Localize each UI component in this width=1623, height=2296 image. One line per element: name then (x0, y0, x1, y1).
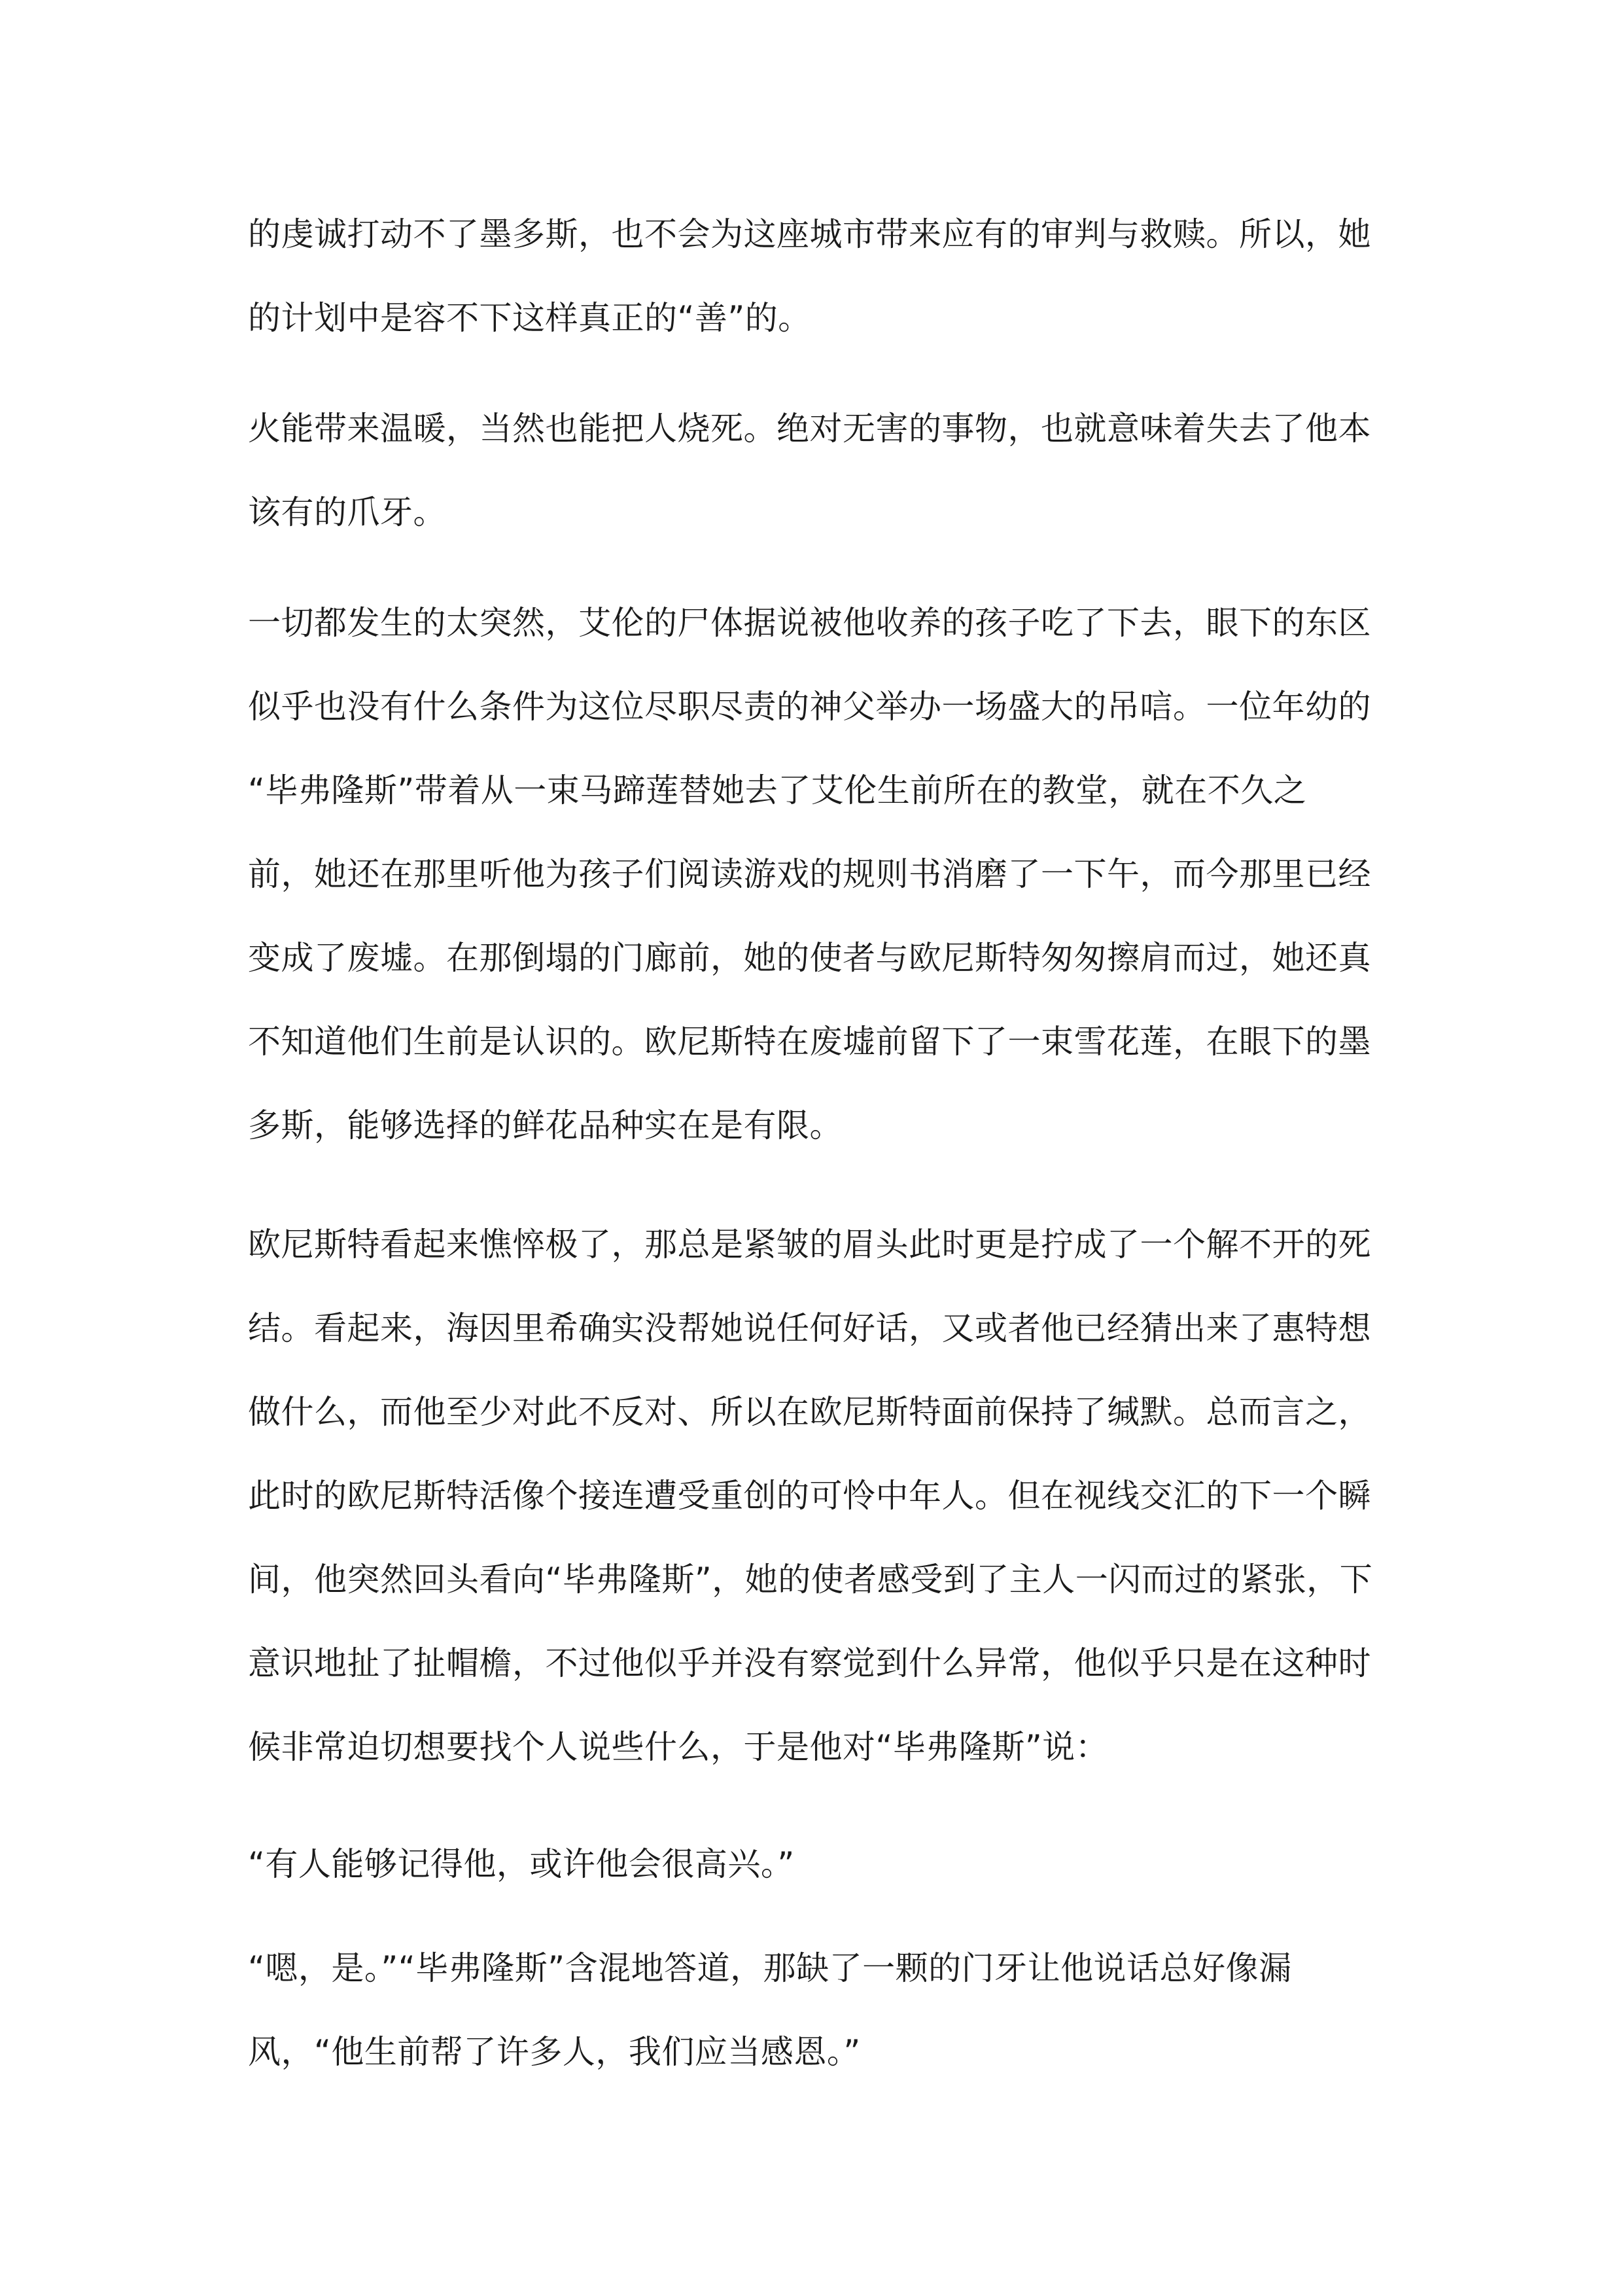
paragraph-2 (248, 408, 1399, 533)
text-line: 候非常迫切想要找个人说些什么，于是他对“毕弗隆斯”说： (248, 1728, 1109, 1766)
text-line: 变成了废墟。在那倒塌的门廊前，她的使者与欧尼斯特匆匆擦肩而过，她还真 (248, 939, 1371, 977)
text-line: 做什么，而他至少对此不反对、所以在欧尼斯特面前保持了缄默。总而言之， (248, 1393, 1371, 1431)
paragraph-5 (248, 1843, 1399, 1885)
text-line: 火能带来温暖，当然也能把人烧死。绝对无害的事物，也就意味着失去了他本 (248, 410, 1371, 448)
text-line: 一切都发生的太突然，艾伦的尸体据说被他收养的孩子吃了下去，眼下的东区 (248, 604, 1371, 642)
text-line: 的计划中是容不下这样真正的“善”的。 (248, 299, 811, 337)
paragraph-6 (248, 1947, 1399, 2073)
paragraph-4 (248, 1224, 1399, 1768)
text-line: 此时的欧尼斯特活像个接连遭受重创的可怜中年人。但在视线交汇的下一个瞬 (248, 1477, 1371, 1515)
paragraph-1 (248, 213, 1399, 339)
text-line: 不知道他们生前是认识的。欧尼斯特在废墟前留下了一束雪花莲，在眼下的墨 (248, 1023, 1371, 1061)
text-line: “毕弗隆斯”带着从一束马蹄莲替她去了艾伦生前所在的教堂，就在不久之 (248, 771, 1307, 809)
text-line: 该有的爪牙。 (248, 493, 446, 531)
text-line: 的虔诚打动不了墨多斯，也不会为这座城市带来应有的审判与救赎。所以，她 (248, 215, 1371, 253)
paragraph-3 (248, 602, 1399, 1146)
text-line: “嗯，是。”“毕弗隆斯”含混地答道，那缺了一颗的门牙让他说话总好像漏 (248, 1949, 1292, 1987)
text-line: 多斯，能够选择的鲜花品种实在是有限。 (248, 1106, 843, 1144)
text-line: 欧尼斯特看起来憔悴极了，那总是紧皱的眉头此时更是拧成了一个解不开的死 (248, 1226, 1371, 1263)
text-line: 意识地扯了扯帽檐，不过他似乎并没有察觉到什么异常，他似乎只是在这种时 (248, 1644, 1371, 1682)
text-line: “有人能够记得他，或许他会很高兴。” (248, 1845, 795, 1883)
text-line: 结。看起来，海因里希确实没帮她说任何好话，又或者他已经猜出来了惠特想 (248, 1309, 1371, 1347)
text-line: 间，他突然回头看向“毕弗隆斯”，她的使者感受到了主人一闪而过的紧张，下 (248, 1561, 1373, 1598)
text-line: 似乎也没有什么条件为这位尽职尽责的神父举办一场盛大的吊唁。一位年幼的 (248, 688, 1371, 726)
text-line: 前，她还在那里听他为孩子们阅读游戏的规则书消磨了一下午，而今那里已经 (248, 855, 1371, 893)
text-line: 风，“他生前帮了许多人，我们应当感恩。” (248, 2033, 861, 2071)
